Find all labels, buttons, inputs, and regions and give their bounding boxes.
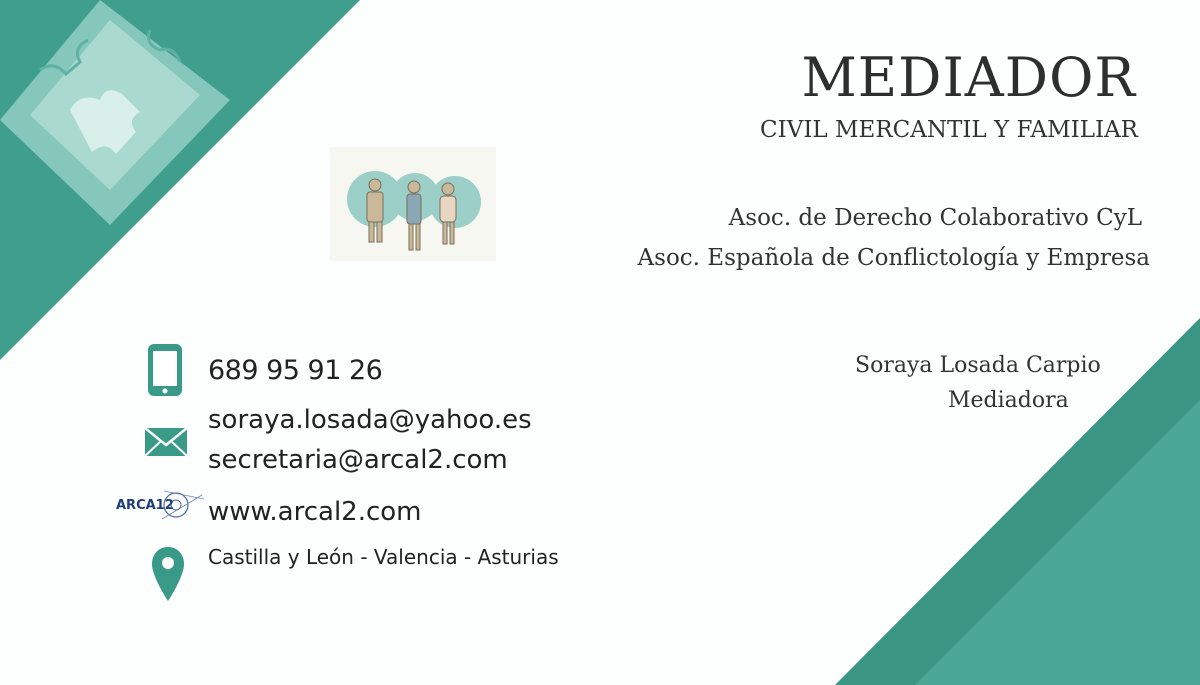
arca12-logo-text: ARCA12 (116, 498, 174, 513)
mail-icon (144, 427, 188, 457)
illustration-people (330, 147, 496, 261)
person-role: Mediadora (948, 388, 1069, 413)
top-left-teal-band (0, 0, 360, 360)
locations-text: Castilla y León - Valencia - Asturias (208, 545, 559, 569)
phone-icon (146, 342, 184, 398)
email-primary: soraya.losada@yahoo.es (208, 405, 532, 435)
location-pin-icon (150, 545, 186, 603)
association-1: Asoc. de Derecho Colaborativo CyL (728, 205, 1142, 231)
person-name: Soraya Losada Carpio (855, 353, 1101, 378)
card-subtitle: CIVIL MERCANTIL Y FAMILIAR (760, 117, 1138, 143)
website-link[interactable]: www.arcal2.com (208, 497, 422, 527)
association-2: Asoc. Española de Conflictología y Empresa (637, 245, 1150, 271)
email-secondary: secretaria@arcal2.com (208, 445, 508, 475)
phone-number: 689 95 91 26 (208, 355, 383, 386)
card-title: MEDIADOR (801, 46, 1136, 109)
